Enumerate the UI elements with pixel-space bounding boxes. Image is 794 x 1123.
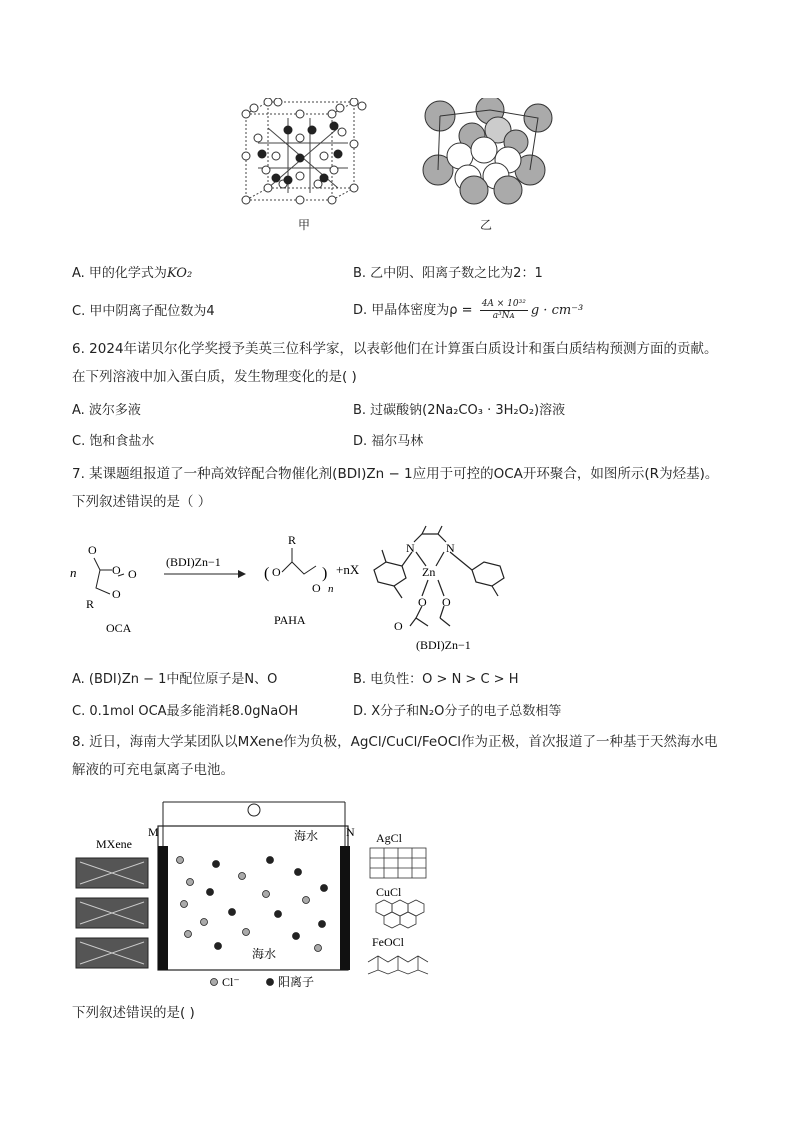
figure-caption-jia: 甲 — [298, 218, 311, 232]
q5-option-d-text: D. 甲晶体密度为ρ = — [353, 303, 477, 318]
crystal-yi-figure — [420, 98, 555, 208]
paha-label: PAHA — [274, 613, 306, 627]
q6-stem: 6. 2024年诺贝尔化学奖授予美英三位科学家，以表彰他们在计算蛋白质设计和蛋白质结构预测方面的贡献。在下列溶液中加入蛋白质，发生物理变化的是( ) — [72, 341, 718, 385]
cucl-label: CuCl — [376, 885, 402, 899]
q5-option-d — [353, 296, 583, 326]
q5-option-c: C. 甲中阴离子配位数为4 — [72, 304, 215, 319]
oca-ring-o2: O — [112, 587, 121, 601]
catalyst-label: (BDI)Zn−1 — [166, 555, 221, 569]
chloride-ion-battery-figure — [70, 796, 450, 992]
q7-option-a: A. (BDI)Zn − 1中配位原子是N、O — [72, 672, 278, 687]
oca-polymerization-scheme — [66, 522, 546, 657]
catalyst-methoxy-o: O — [394, 619, 403, 633]
q7-option-b: B. 电负性：O > N > C > H — [353, 672, 519, 687]
density-fraction: $\frac{\text{4A × 10³²}}{\text{a³Nᴀ}}$ — [481, 299, 526, 321]
q6-option-d: D. 福尔马林 — [353, 434, 424, 449]
paha-bracket-right: ) — [322, 565, 328, 582]
catalyst-n-right: N — [446, 541, 455, 555]
catalyst-o-right: O — [442, 595, 451, 609]
paha-n-subscript: n — [328, 583, 334, 595]
paha-carbonyl-o: O — [312, 581, 321, 595]
q5-option-a — [72, 265, 192, 283]
q6-option-a: A. 波尔多液 — [72, 403, 141, 418]
seawater-mid-label: 海水 — [252, 947, 277, 961]
crystal-jia-figure — [238, 98, 368, 213]
q5-option-a-formula: KO₂ — [166, 266, 193, 281]
mxene-label: MXene — [96, 837, 132, 851]
legend-cation-label: 阳离子 — [278, 975, 315, 989]
q6-option-c: C. 饱和食盐水 — [72, 434, 155, 449]
scheme-n-left: n — [70, 565, 77, 580]
paha-r-group: R — [288, 533, 297, 547]
byproduct-nx: +nX — [336, 562, 360, 577]
q7-stem: 7. 某课题组报道了一种高效锌配合物催化剂(BDI)Zn − 1应用于可控的OCA开环聚合，如图所示(R为烃基)。下列叙述错误的是（ ） — [72, 466, 719, 510]
oca-carbonyl-o: O — [88, 543, 97, 557]
catalyst-o-left: O — [418, 595, 427, 609]
agcl-label: AgCl — [376, 831, 403, 845]
figure-caption-yi: 乙 — [480, 218, 493, 232]
catalyst-n-left: N — [406, 541, 415, 555]
q7-option-d: D. X分子和N₂O分子的电子总数相等 — [353, 704, 562, 719]
paha-bracket-left: ( — [264, 565, 270, 582]
q8-followup: 下列叙述错误的是( ) — [72, 1005, 195, 1021]
q5-option-b: B. 乙中阴、阳离子数之比为2：1 — [353, 266, 543, 281]
feocl-label: FeOCl — [372, 935, 405, 949]
q8-stem: 8. 近日，海南大学某团队以MXene作为负极，AgCl/CuCl/FeOCl作为正极，首次报道了一种基于天然海水电解液的可充电氯离子电池。 — [72, 734, 718, 778]
oca-r-group: R — [86, 597, 95, 611]
catalyst-label: (BDI)Zn−1 — [416, 638, 471, 652]
q5-option-a-text: A. 甲的化学式为 — [72, 266, 167, 281]
oca-exo-o: O — [128, 567, 137, 581]
catalyst-zn: Zn — [422, 565, 436, 579]
bulb-icon — [248, 804, 260, 816]
oca-ring-o1: O — [112, 563, 121, 577]
q5-option-d-unit: g · cm⁻³ — [530, 303, 584, 318]
electrode-m-label: M — [148, 825, 159, 839]
legend-cl-label: Cl⁻ — [222, 975, 240, 989]
q7-option-c: C. 0.1mol OCA最多能消耗8.0gNaOH — [72, 704, 299, 719]
oca-label: OCA — [106, 621, 132, 635]
seawater-top-label: 海水 — [294, 829, 319, 843]
q6-option-b: B. 过碳酸钠(2Na₂CO₃ · 3H₂O₂)溶液 — [353, 403, 566, 418]
paha-ester-o: O — [272, 565, 281, 579]
electrode-n-label: N — [346, 825, 355, 839]
